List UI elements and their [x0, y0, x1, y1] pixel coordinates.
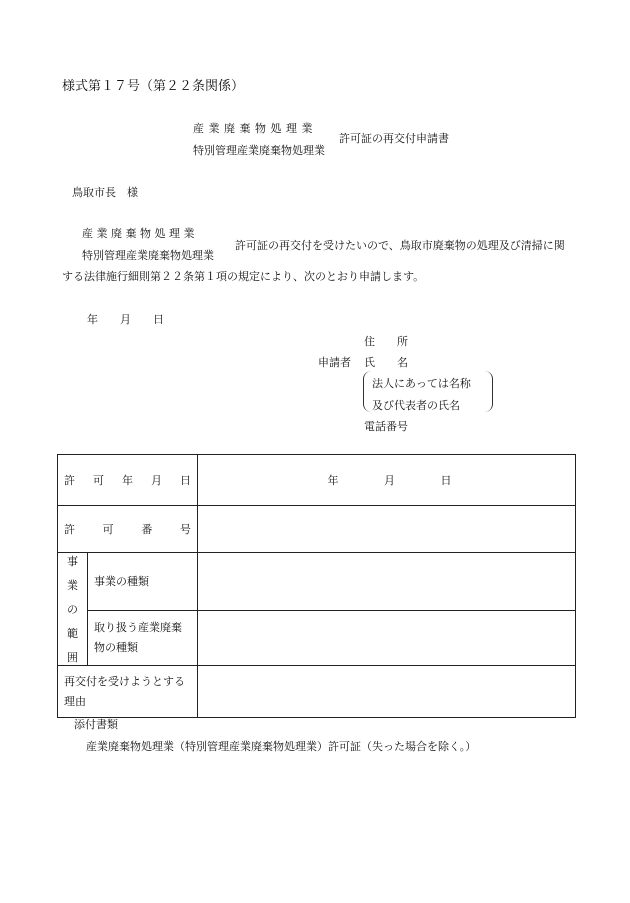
permit-date-value[interactable]: 年 月 日: [198, 455, 576, 506]
date-year: 年: [87, 313, 98, 326]
title-suffix: 許可証の再交付申請書: [339, 132, 449, 145]
body-text-line2: する法律施行細則第２２条第１項の規定により、次のとおり申請します。: [62, 270, 425, 283]
waste-type-value[interactable]: [198, 610, 576, 665]
addressee: 鳥取市長 様: [72, 186, 138, 199]
form-number: 様式第１７号（第２２条関係）: [62, 79, 245, 94]
table-row: [58, 553, 576, 611]
table-row: [58, 455, 576, 506]
scope-label: 事 業 の 範 囲: [58, 553, 88, 666]
phone-label: 電話番号: [364, 420, 408, 433]
title-type-line2: 特別管理産業廃棄物処理業: [193, 144, 325, 157]
title-type-line1: 産 業 廃 棄 物 処 理 業: [193, 122, 313, 135]
applicant-label: 申請者: [318, 356, 351, 369]
body-type-line1: 産 業 廃 棄 物 処 理 業: [82, 227, 195, 240]
address-label: 住 所: [364, 335, 408, 348]
name-label: 氏 名: [364, 356, 408, 369]
body-type-line2: 特別管理産業廃棄物処理業: [82, 249, 214, 262]
permit-date-label: 許 可 年 月 日: [58, 455, 198, 506]
corp-note-line2: 及び代表者の氏名: [372, 399, 460, 412]
date-month: 月: [120, 313, 131, 326]
business-type-label: 事業の種類: [88, 553, 198, 611]
permit-form-table: [57, 454, 576, 718]
permit-number-label: 許 可 番 号: [58, 506, 198, 553]
reason-value[interactable]: [198, 666, 576, 718]
date-day: 日: [153, 313, 164, 326]
table-row: [58, 506, 576, 553]
attachments-heading: 添付書類: [74, 718, 118, 731]
corp-note-line1: 法人にあっては名称: [372, 377, 471, 390]
table-row: [58, 610, 576, 665]
waste-type-label: 取り扱う産業廃棄 物の種類: [88, 610, 198, 665]
reason-label: 再交付を受けようとする 理由: [58, 666, 198, 718]
body-text-line1: 許可証の再交付を受けたいので、鳥取市廃棄物の処理及び清掃に関: [235, 239, 565, 252]
attachments-item: 産業廃棄物処理業（特別管理産業廃棄物処理業）許可証（失った場合を除く。）: [86, 740, 477, 753]
business-type-value[interactable]: [198, 553, 576, 611]
table-row: [58, 666, 576, 718]
permit-number-value[interactable]: [198, 506, 576, 553]
